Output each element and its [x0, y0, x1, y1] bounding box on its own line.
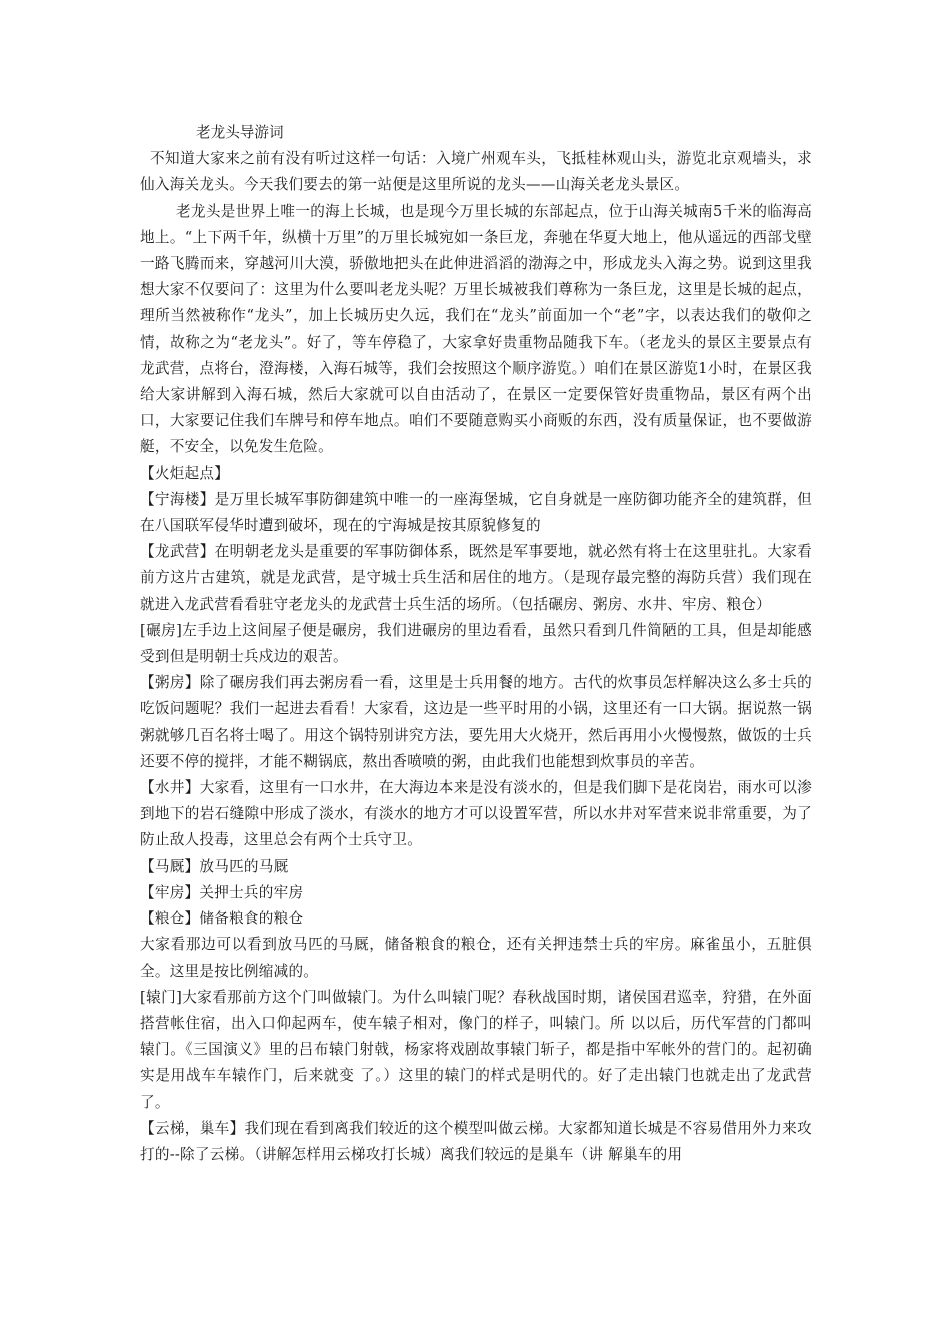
intro-paragraph: 不知道大家来之前有没有听过这样一句话：入境广州观车头，飞抵桂林观山头，游览北京观墙头，求仙入海关龙头。今天我们要去的第一站便是这里所说的龙头——山海关老龙头景区。 — [140, 150, 812, 194]
section-torch-start: 【火炬起点】 — [140, 464, 230, 482]
section-cloud-ladder: 【云梯，巢车】我们现在看到离我们较近的这个模型叫做云梯。大家都知道长城是不容易借用外力来攻打的--除了云梯。（讲解怎样用云梯攻打长城）离我们较远的是巢车（讲 解巢车的用 — [140, 1119, 812, 1163]
section-porridge-room: 【粥房】除了碾房我们再去粥房看一看，这里是士兵用餐的地方。古代的炊事员怎样解决这么多士兵的吃饭问题呢？我们一起进去看看！大家看，这边是一些平时用的小锅，这里还有一口大锅。据说熬一锅粥就够几百名将士喝了。用这个锅特别讲究方法，要先用大火烧开，然后再用小火慢慢熬，做饭的士兵还要不停的搅拌，才能不糊锅底，熬出香喷喷的粥，由此我们也能想到炊事员的辛苦。 — [140, 674, 812, 770]
laolongtou-overview-paragraph: 老龙头是世界上唯一的海上长城，也是现今万里长城的东部起点，位于山海关城南5千米的临海高地上。“上下两千年，纵横十万里”的万里长城宛如一条巨龙，奔驰在华夏大地上，他从遥远的西部戈壁一路飞腾而来，穿越河川大漠，骄傲地把头在此伸进滔滔的渤海之中，形成龙头入海之势。说到这里我想大家不仅要问了：这里为什么要叫老龙头呢？万里长城被我们尊称为一条巨龙，这里是长城的起点，理所当然被称作“龙头”，加上长城历史久远，我们在“龙头”前面加一个“老”字，以表达我们的敬仰之情，故称之为“老龙头”。好了，等车停稳了，大家拿好贵重物品随我下车。（老龙头的景区主要景点有龙武营，点将台，澄海楼，入海石城等，我们会按照这个顺序游览。）咱们在景区游览1小时，在景区我给大家讲解到入海石城，然后大家就可以自由活动了，在景区一定要保管好贵重物品，景区有两个出口，大家要记住我们车牌号和停车地点。咱们不要随意购买小商贩的东西，没有质量保证，也不要做游艇，不安全，以免发生危险。 — [140, 202, 812, 456]
section-prison: 【牢房】关押士兵的牢房 — [140, 883, 304, 901]
camp-summary-paragraph: 大家看那边可以看到放马匹的马厩，储备粮食的粮仓，还有关押违禁士兵的牢房。麻雀虽小，五脏俱全。这里是按比例缩减的。 — [140, 936, 812, 980]
section-stable: 【马厩】放马匹的马厩 — [140, 857, 289, 875]
section-yuan-gate: [辕门]大家看那前方这个门叫做辕门。为什么叫辕门呢？春秋战国时期，诸侯国君巡幸，狩猎，在外面搭营帐住宿，出入口仰起两车，使车辕子相对，像门的样子，叫辕门。所 以以后，历代军营的门都叫辕门。《三国演义》里的吕布辕门射戟，杨家将戏剧故事辕门斩子，都是指中军帐外的营门的。起初确实是用战车车辕作门，后来就变 了。）这里的辕门的样式是明代的。好了走出辕门也就走出了龙武营了。 — [140, 988, 812, 1111]
section-granary: 【粮仓】储备粮食的粮仓 — [140, 910, 304, 928]
section-longwu-camp: 【龙武营】在明朝老龙头是重要的军事防御体系，既然是军事要地，就必然有将士在这里驻扎。大家看前方这片古建筑，就是龙武营，是守城士兵生活和居住的地方。（是现存最完整的海防兵营）我们现在就进入龙武营看看驻守老龙头的龙武营士兵生活的场所。（包括碾房、粥房、水井、牢房、粮仓） — [140, 543, 812, 613]
section-ninghai-tower: 【宁海楼】是万里长城军事防御建筑中唯一的一座海堡城，它自身就是一座防御功能齐全的建筑群，但在八国联军侵华时遭到破坏，现在的宁海城是按其原貌修复的 — [140, 490, 812, 535]
document-title: 老龙头导游词 — [196, 124, 284, 141]
section-mill-room: [碾房]左手边上这间屋子便是碾房，我们进碾房的里边看看，虽然只看到几件简陋的工具，但是却能感受到但是明朝士兵戍边的艰苦。 — [140, 621, 812, 666]
document-page — [140, 120, 812, 1168]
section-water-well: 【水井】大家看，这里有一口水井，在大海边本来是没有淡水的，但是我们脚下是花岗岩，雨水可以渗到地下的岩石缝隙中形成了淡水，有淡水的地方才可以设置军营，所以水井对军营来说非常重要，为了防止敌人投毒，这里总会有两个士兵守卫。 — [140, 779, 812, 849]
